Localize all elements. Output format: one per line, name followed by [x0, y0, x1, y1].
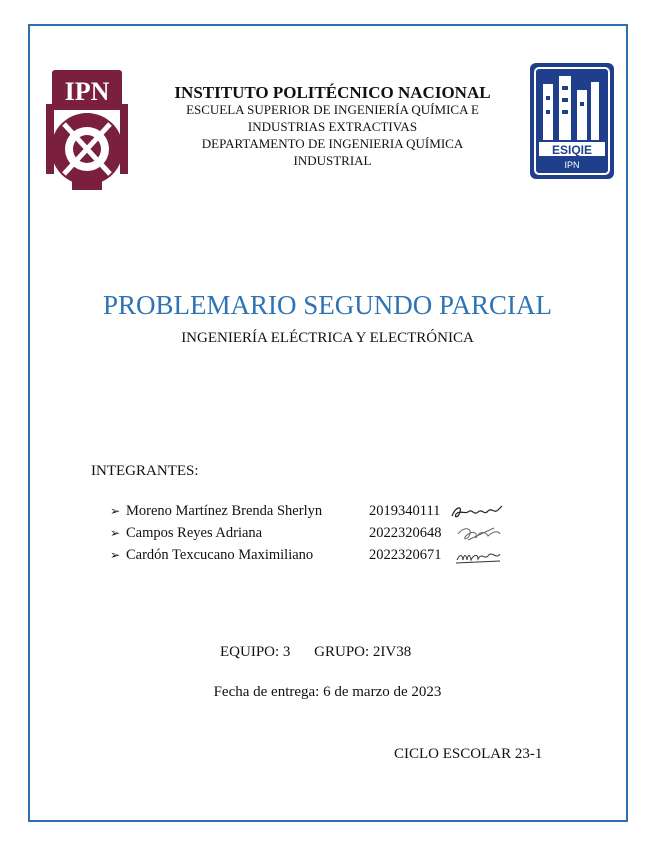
institution-name: INSTITUTO POLITÉCNICO NACIONAL — [174, 83, 491, 102]
member-name: Campos Reyes Adriana — [126, 525, 263, 541]
esiqie-logo-subtext: IPN — [564, 160, 580, 170]
team-info — [220, 644, 431, 661]
equipo-label: EQUIPO: 3 — [220, 644, 291, 660]
document-subtitle: INGENIERÍA ELÉCTRICA Y ELECTRÓNICA — [181, 330, 474, 346]
ipn-logo-text: IPN — [64, 77, 110, 106]
school-line-2: INDUSTRIAS EXTRACTIVAS — [247, 119, 418, 134]
school-line-1: ESCUELA SUPERIOR DE INGENIERÍA QUÍMICA E — [186, 102, 479, 117]
list-item — [110, 500, 441, 522]
signature-2 — [454, 524, 504, 544]
ipn-logo — [42, 64, 132, 192]
list-item — [110, 544, 442, 566]
department-line-1: DEPARTAMENTO DE INGENIERIA QUÍMICA — [201, 136, 464, 151]
arrow-bullet-icon: ➢ — [110, 526, 121, 540]
esiqie-logo-text: ESIQIE — [551, 143, 593, 157]
arrow-bullet-icon: ➢ — [110, 548, 121, 562]
institution-header — [145, 84, 520, 169]
school-cycle: CICLO ESCOLAR 23-1 — [394, 746, 543, 762]
list-item — [110, 522, 442, 544]
member-name: Moreno Martínez Brenda Sherlyn — [126, 503, 323, 519]
member-name: Cardón Texcucano Maximiliano — [126, 547, 314, 563]
signature-1 — [450, 502, 504, 522]
grupo-label: GRUPO: 2IV38 — [314, 644, 412, 660]
signature-3 — [454, 546, 504, 566]
esiqie-logo — [529, 62, 615, 180]
arrow-bullet-icon: ➢ — [110, 504, 121, 518]
delivery-date: Fecha de entrega: 6 de marzo de 2023 — [213, 684, 442, 700]
integrantes-label: INTEGRANTES: — [91, 463, 199, 479]
member-id: 2019340111 — [369, 503, 441, 519]
member-id: 2022320671 — [369, 547, 442, 563]
member-id: 2022320648 — [369, 525, 442, 541]
members-list — [110, 500, 442, 566]
department-line-2: INDUSTRIAL — [293, 153, 372, 168]
document-title: PROBLEMARIO SEGUNDO PARCIAL — [102, 290, 553, 320]
